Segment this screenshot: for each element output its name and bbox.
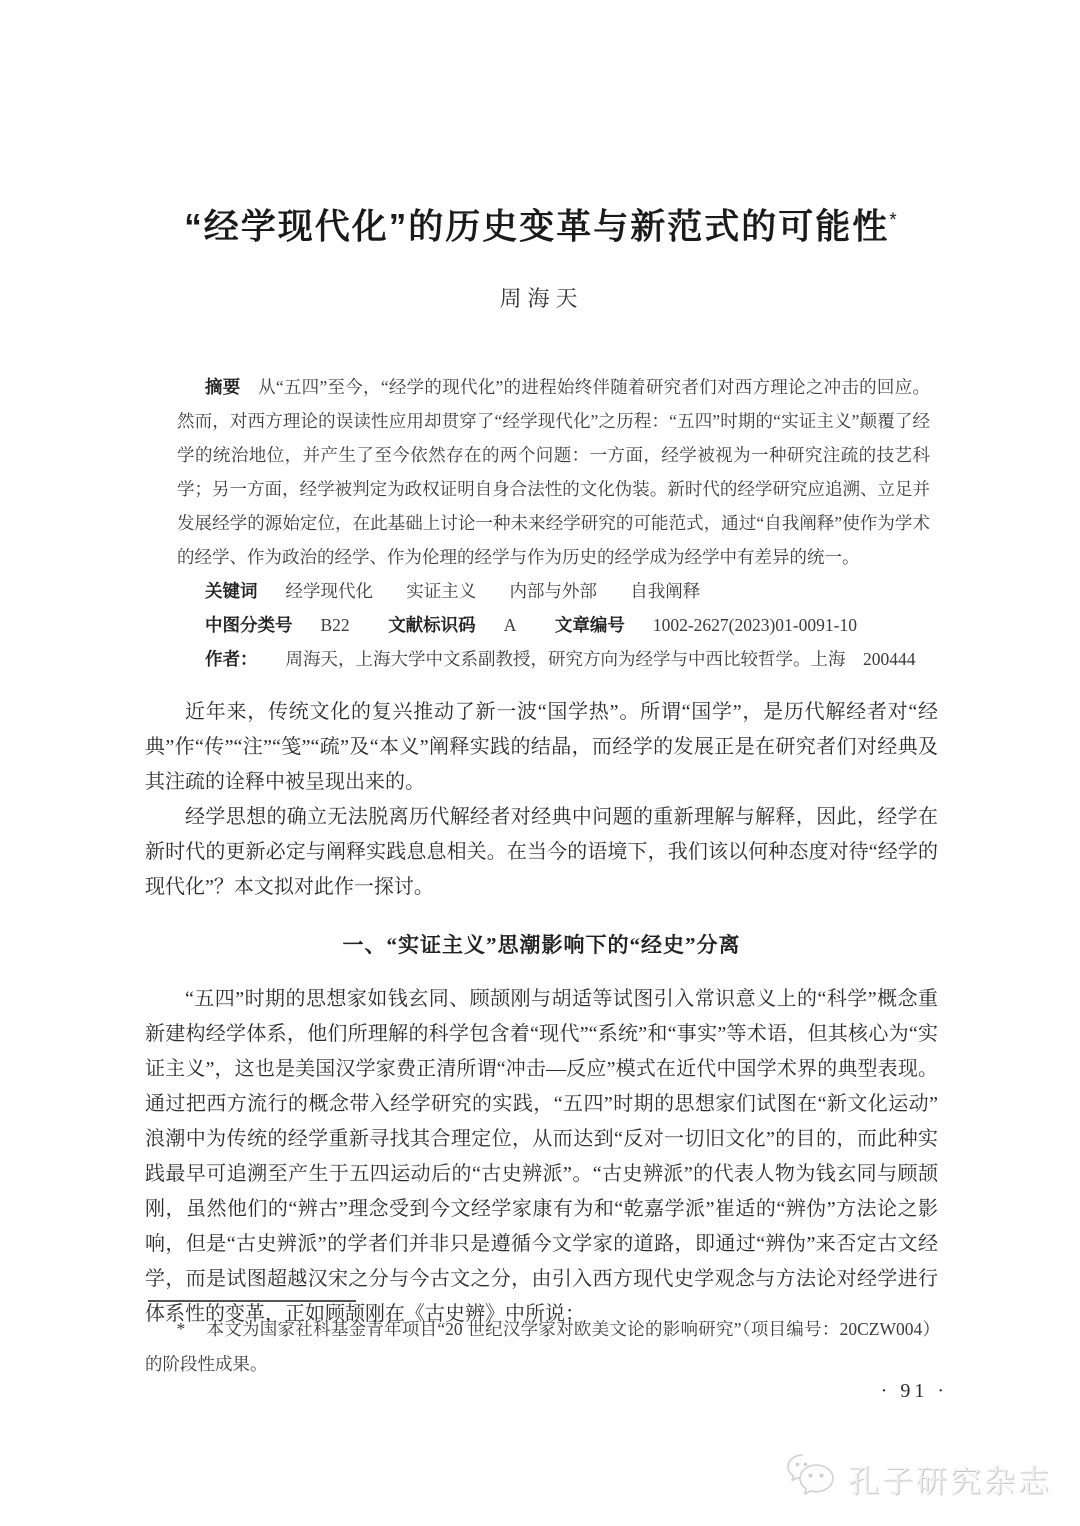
title-text: “经学现代化”的历史变革与新范式的可能性: [184, 207, 890, 247]
wechat-icon: [782, 1452, 838, 1505]
footnote-block: [145, 1312, 940, 1382]
keyword-item: 实证主义: [406, 580, 477, 601]
article-id-value: 1002-2627(2023)01-0091-10: [652, 614, 857, 635]
author-info-text: 周海天，上海大学中文系副教授，研究方向为经学与中西比较哲学。上海 200444: [285, 648, 916, 669]
author-name: 周海天: [499, 285, 584, 311]
keyword-item: 自我阐释: [630, 580, 701, 601]
keywords-label: 关键词: [205, 580, 258, 601]
clc-label: 中图分类号: [205, 614, 293, 635]
abstract-label: 摘要: [205, 376, 241, 397]
doc-code-label: 文献标识码: [388, 614, 476, 635]
title-footnote-marker: *: [889, 210, 899, 231]
clc-value: B22: [320, 614, 350, 635]
classification-line: [177, 608, 930, 642]
doc-code-value: A: [503, 614, 517, 635]
footnote-divider: [148, 1300, 356, 1302]
body-paragraph: “五四”时期的思想家如钱玄同、顾颉刚与胡适等试图引入常识意义上的“科学”概念重新建构经学体系，他们所理解的科学包含着“现代”“系统”和“事实”等术语，但其核心为“实证主义”，这也是美国汉学家费正清所谓“冲击—反应”模式在近代中国学术界的典型表现。通过把西方流行的概念带入经学研究的实践，“五四”时期的思想家们试图在“新文化运动”浪潮中为传统的经学重新寻找其合理定位，从而达到“反对一切旧文化”的目的，而此种实践最早可追溯至产生于五四运动后的“古史辨派”。“古史辨派”的代表人物为钱玄同与顾颉刚，虽然他们的“辨古”理念受到今文经学家康有为和“乾嘉学派”崔适的“辨伪”方法论之影响，但是“古史辨派”的学者们并非只是遵循今文学家的道路，即通过“辨伪”来否定古文经学，而是试图超越汉宋之分与今古文之分，由引入西方现代史学观念与方法论对经学进行体系性的变革，正如顾颉刚在《古史辨》中所说：: [145, 987, 938, 1325]
author-info-label: 作者：: [205, 648, 258, 669]
abstract-block: [177, 370, 930, 676]
watermark-text: 孔子研究杂志: [848, 1464, 1052, 1499]
page-number: · 91 ·: [880, 1380, 948, 1402]
body-paragraph: 近年来，传统文化的复兴推动了新一波“国学热”。所谓“国学”，是历代解经者对“经典”作“传”“注”“笺”“疏”及“本义”阐释实践的结晶，而经学的发展正是在研究者们对经典及其注疏的诠释中被呈现出来的。: [145, 700, 938, 793]
footnote-paragraph: [145, 1312, 940, 1382]
section-heading: 一、“实证主义”思潮影响下的“经史”分离: [342, 932, 741, 957]
keyword-item: 经学现代化: [285, 580, 373, 601]
body-paragraph: 经学思想的确立无法脱离历代解经者对经典中问题的重新理解与解释，因此，经学在新时代的更新必定与阐释实践息息相关。在当今的语境下，我们该以何种态度对待“经学的现代化”？本文拟对此作一探讨。: [145, 805, 938, 898]
footnote-text: 本文为国家社科基金青年项目“20 世纪汉学家对欧美文论的影响研究”（项目编号：20CZW004）的阶段性成果。: [145, 1319, 940, 1374]
abstract-text: 从“五四”至今，“经学的现代化”的进程始终伴随着研究者们对西方理论之冲击的回应。然而，对西方理论的误读性应用却贯穿了“经学现代化”之历程：“五四”时期的“实证主义”颠覆了经学的统治地位，并产生了至今依然存在的两个问题：一方面，经学被视为一种研究注疏的技艺科学；另一方面，经学被判定为政权证明自身合法性的文化伪装。新时代的经学研究应追溯、立足并发展经学的源始定位，在此基础上讨论一种未来经学研究的可能范式，通过“自我阐释”使作为学术的经学、作为政治的经学、作为伦理的经学与作为历史的经学成为经学中有差异的统一。: [177, 376, 930, 567]
abstract-paragraph: [177, 370, 930, 574]
keyword-item: 内部与外部: [509, 580, 597, 601]
journal-watermark: [782, 1452, 1052, 1505]
footnote-marker: *: [176, 1319, 186, 1339]
article-id-label: 文章编号: [554, 614, 625, 635]
author-info-line: [177, 642, 930, 676]
page-title: [145, 198, 938, 251]
article-body: [145, 695, 938, 1332]
keywords-line: [177, 574, 930, 608]
